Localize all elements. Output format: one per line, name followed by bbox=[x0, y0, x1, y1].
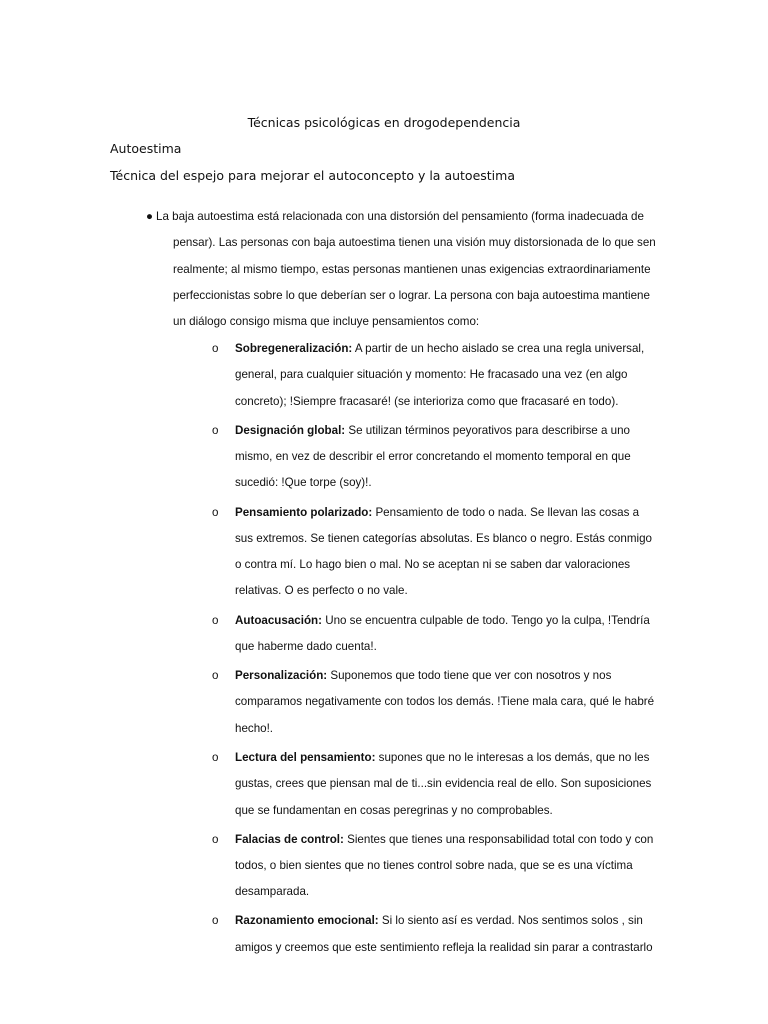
list-item bbox=[0, 500, 768, 605]
list-item-line: sus extremos. Se tienen categorías absolutas. Es blanco o negro. Estás conmigo bbox=[235, 531, 652, 545]
list-item-text bbox=[235, 663, 660, 742]
list-item bbox=[0, 608, 768, 661]
intro-line: pensar). Las personas con baja autoestima tienen una visión muy distorsionada de lo que sen bbox=[173, 236, 656, 250]
subsection-heading: Técnica del espejo para mejorar el autoconcepto y la autoestima bbox=[110, 168, 515, 183]
list-item bbox=[0, 418, 768, 497]
list-item-line bbox=[235, 418, 660, 444]
list-marker-icon: o bbox=[212, 914, 219, 928]
list-item-first-text: Pensamiento de todo o nada. Se llevan las cosas a bbox=[372, 505, 640, 519]
list-marker-icon: o bbox=[212, 423, 219, 437]
list-item-line bbox=[235, 827, 660, 853]
intro-line: realmente; al mismo tiempo, estas personas mantienen unas exigencias extraordinariamente bbox=[173, 262, 651, 276]
list-item-text bbox=[235, 827, 660, 906]
intro-line-text: La baja autoestima está relacionada con una distorsión del pensamiento (forma inadecuada de bbox=[156, 210, 644, 223]
list-item-line bbox=[235, 908, 660, 934]
list-item-term: Autoacusación: bbox=[235, 613, 322, 627]
list-item bbox=[0, 827, 768, 906]
list-item-first-text: Uno se encuentra culpable de todo. Tengo yo la culpa, !Tendría bbox=[321, 613, 650, 627]
list-item-term: Designación global: bbox=[235, 423, 346, 437]
list-item-term: Lectura del pensamiento: bbox=[235, 750, 376, 764]
list-item-text bbox=[235, 608, 660, 661]
list-item-text bbox=[235, 336, 660, 415]
list-item-first-text: Suponemos que todo tiene que ver con nosotros y nos bbox=[327, 669, 612, 683]
list-item bbox=[0, 663, 768, 742]
list-item-line: amigos y creemos que este sentimiento refleja la realidad sin parar a contrastarlo bbox=[235, 940, 653, 954]
list-item-line: hecho!. bbox=[235, 721, 274, 735]
distortion-list bbox=[0, 336, 768, 964]
list-item-first-text: Si lo siento así es verdad. Nos sentimos solos , sin bbox=[378, 914, 643, 928]
list-item-line: mismo, en vez de describir el error concretando el momento temporal en que bbox=[235, 450, 631, 464]
list-item-text bbox=[235, 500, 660, 605]
list-item-line bbox=[235, 745, 660, 771]
list-item bbox=[0, 745, 768, 824]
list-item-text bbox=[235, 418, 660, 497]
intro-line: un diálogo consigo misma que incluye pensamientos como: bbox=[173, 315, 480, 329]
list-item-term: Sobregeneralización: bbox=[235, 342, 353, 355]
list-item-line: sucedió: !Que torpe (soy)!. bbox=[235, 476, 372, 490]
bullet-icon: ● bbox=[146, 210, 154, 223]
list-item-line: desamparada. bbox=[235, 885, 310, 899]
list-marker-icon: o bbox=[212, 342, 219, 355]
list-item-term: Razonamiento emocional: bbox=[235, 914, 379, 928]
list-item-line: concreto); !Siempre fracasaré! (se interioriza como que fracasaré en todo). bbox=[235, 394, 619, 408]
intro-paragraph bbox=[146, 204, 666, 335]
list-item bbox=[0, 336, 768, 415]
list-item-first-text: Se utilizan términos peyorativos para describirse a uno bbox=[345, 423, 630, 437]
intro-line: perfeccionistas sobre lo que deberían ser o lograr. La persona con baja autoestima mantiene bbox=[173, 288, 650, 302]
list-marker-icon: o bbox=[212, 750, 219, 764]
list-item-line: todos, o bien sientes que no tienes control sobre nada, que se es una víctima bbox=[235, 858, 633, 872]
list-item-first-text: supones que no le interesas a los demás, que no les bbox=[375, 750, 650, 764]
list-marker-icon: o bbox=[212, 832, 219, 846]
list-item-first-text: Sientes que tienes una responsabilidad total con todo y con bbox=[343, 832, 654, 846]
list-item-text bbox=[235, 908, 660, 961]
list-item-first-text: A partir de un hecho aislado se crea una regla universal, bbox=[352, 342, 645, 355]
list-item-line: general, para cualquier situación y momento: He fracasado una vez (en algo bbox=[235, 368, 628, 382]
list-item-term: Pensamiento polarizado: bbox=[235, 505, 373, 519]
list-item-line: comparamos negativamente con todos los demás. !Tiene mala cara, qué le habré bbox=[235, 695, 655, 709]
list-item-line bbox=[235, 608, 660, 634]
list-item-line: o contra mí. Lo hago bien o mal. No se aceptan ni se saben dar valoraciones bbox=[235, 558, 631, 572]
list-item-line: relativas. O es perfecto o no vale. bbox=[235, 584, 408, 598]
list-item bbox=[0, 908, 768, 961]
document-title: Técnicas psicológicas en drogodependencia bbox=[247, 115, 521, 130]
list-item-line bbox=[235, 336, 660, 362]
list-item-term: Personalización: bbox=[235, 669, 328, 683]
section-heading: Autoestima bbox=[110, 141, 182, 156]
list-item-line: gustas, crees que piensan mal de ti...sin evidencia real de ello. Son suposiciones bbox=[235, 777, 652, 791]
list-marker-icon: o bbox=[212, 505, 219, 519]
list-item-line bbox=[235, 663, 660, 689]
intro-line bbox=[146, 204, 666, 230]
list-item-term: Falacias de control: bbox=[235, 832, 344, 846]
list-item-line bbox=[235, 500, 660, 526]
list-item-line: que haberme dado cuenta!. bbox=[235, 639, 377, 653]
list-marker-icon: o bbox=[212, 669, 219, 683]
list-item-line: que se fundamentan en cosas peregrinas y no comprobables. bbox=[235, 803, 553, 817]
list-marker-icon: o bbox=[212, 613, 219, 627]
list-item-text bbox=[235, 745, 660, 824]
